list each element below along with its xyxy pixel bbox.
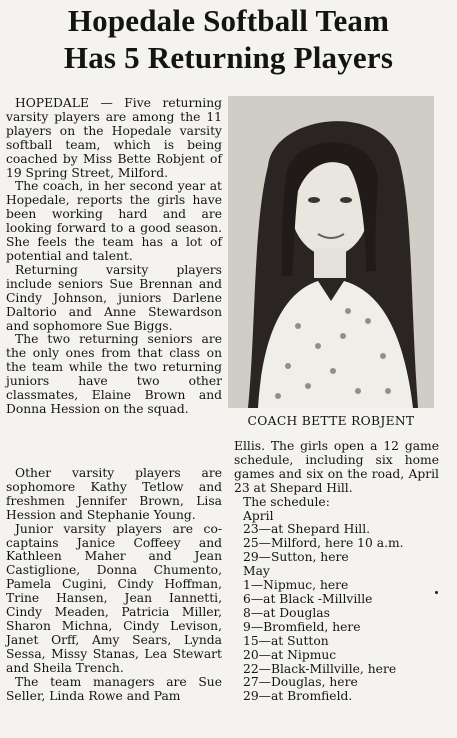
headline-line-2: Has 5 Returning Players bbox=[63, 40, 394, 75]
portrait-illustration bbox=[228, 96, 434, 408]
schedule-month-april: April bbox=[243, 508, 274, 523]
article-paragraph: Ellis. The girls open a 12 game schedule, including six home games and six on the road, April 23 at Shepard Hill. bbox=[234, 439, 439, 495]
coach-portrait-photo bbox=[228, 96, 434, 408]
schedule-game: 9—Bromfield, here bbox=[243, 619, 361, 634]
schedule-game: 23—at Shepard Hill. bbox=[243, 522, 371, 537]
schedule-game: 25—Milford, here 10 a.m. bbox=[243, 536, 404, 551]
headline bbox=[0, 2, 457, 76]
article-column-2 bbox=[234, 440, 439, 704]
schedule-game: 29—Sutton, here bbox=[243, 550, 349, 565]
article-column-1 bbox=[6, 97, 222, 417]
schedule-game: 27—Douglas, here bbox=[243, 675, 358, 690]
schedule-game: 6—at Black -Millville bbox=[243, 591, 373, 606]
schedule-game: 15—at Sutton bbox=[243, 633, 329, 648]
article-paragraph: The two returning seniors are the only ones from that class on the team while the two returning juniors have two other classmates, Elaine Brown and Donna Hession on the squad. bbox=[6, 332, 222, 416]
schedule-game: 29—at Bromfield. bbox=[243, 689, 353, 704]
article-paragraph: The team managers are Sue Seller, Linda Rowe and Pam bbox=[6, 674, 222, 703]
headline-line-1: Hopedale Softball Team bbox=[67, 3, 390, 38]
schedule-title: The schedule: bbox=[243, 494, 330, 509]
article-paragraph: The coach, in her second year at Hopedale, reports the girls have been working hard and are looking forward to a good season. She feels the team has a lot of potential and talent. bbox=[6, 179, 222, 263]
schedule-game: 22—Black-Millville, here bbox=[243, 661, 397, 676]
photo-caption: COACH BETTE ROBJENT bbox=[247, 414, 415, 428]
article-column-1-continued bbox=[6, 467, 222, 703]
schedule-game: 1—Nipmuc, here bbox=[243, 578, 349, 593]
article-paragraph: Junior varsity players are co-captains Janice Coffeey and Kathleen Maher and Jean Castiglione, Donna Chumento, Pamela Cugini, Cindy Hoffman, Trine Hansen, Jean Iannetti, Cindy Meaden, Patricia Miller, Sharon Michna, Cindy Levison, Janet Orff, Amy Sears, Lynda Sessa, Missy Stanas, Lea Stewart and Sheila Trench. bbox=[6, 521, 222, 675]
print-speck bbox=[435, 591, 438, 594]
article-paragraph: HOPEDALE — Five returning varsity players are among the 11 players on the Hopedale varsity softball team, which is being coached by Miss Bette Robjent of 19 Spring Street, Milford. bbox=[6, 96, 222, 180]
schedule-april-list bbox=[234, 523, 439, 565]
schedule-game: 8—at Douglas bbox=[243, 605, 330, 620]
article-paragraph: Other varsity players are sophomore Kathy Tetlow and freshmen Jennifer Brown, Lisa Hession and Stephanie Young. bbox=[6, 466, 222, 522]
schedule-game: 20—at Nipmuc bbox=[243, 647, 337, 662]
article-paragraph: Returning varsity players include seniors Sue Brennan and Cindy Johnson, juniors Darlene Daltorio and Anne Stewardson and sophomore Sue Biggs. bbox=[6, 262, 222, 333]
schedule-month-may: May bbox=[243, 564, 270, 579]
schedule-may-list bbox=[234, 579, 439, 704]
